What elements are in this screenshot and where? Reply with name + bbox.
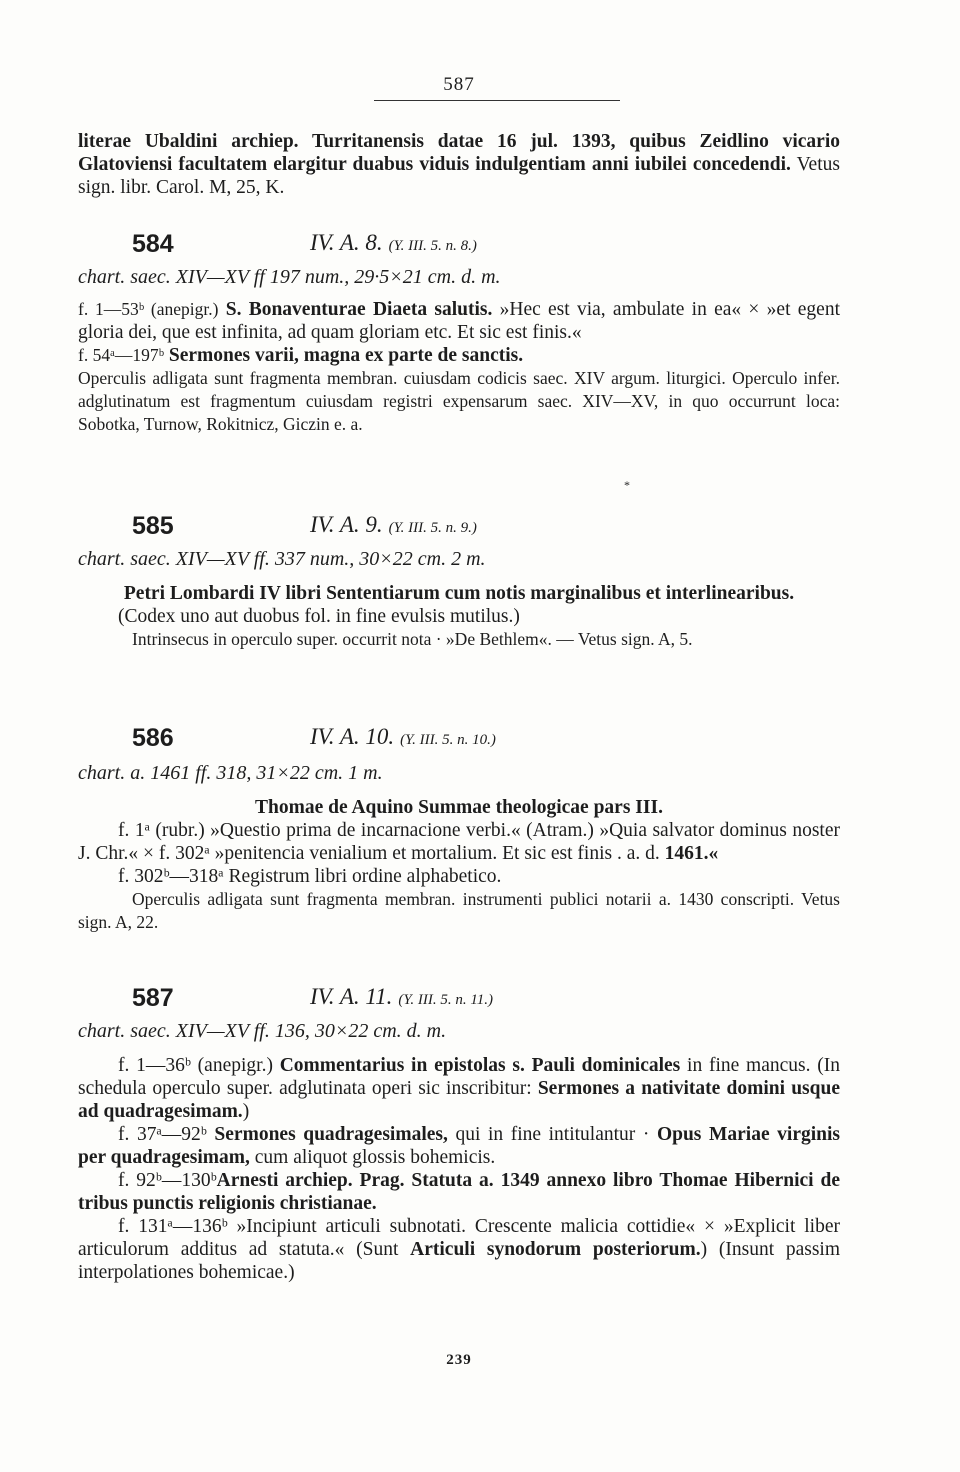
entry-586-item-1: f. 1ᵃ (rubr.) »Questio prima de incarnacione verbi.« (Atram.) »Quia salvator dominus noster J. Chr.« × f. 302ᵃ »penitencia venialium et mortalium. Et sic est finis . a. d. 1461.« xyxy=(78,820,840,864)
entry-585-title: Petri Lombardi IV libri Sententiarum cum notis marginalibus et interlinearibus. xyxy=(123,583,795,604)
entry-584-note: Operculis adligata sunt fragmenta membran. cuiusdam codicis saec. XIV argum. liturgici. Operculo infer. adglutinatum est fragmentum cuiusdam registri expensarum saec. XIV—XV, in quo occurrunt loca: Sobotka, Turnow, Rokitnicz, Giczin e. a. xyxy=(78,368,840,434)
entry-signature: IV. A. 10. (Y. III. 5. n. 10.) xyxy=(310,724,496,749)
entry-number: 585 xyxy=(132,512,174,540)
entry-586-item-2: f. 302ᵇ—318ᵃ Registrum libri ordine alphabetico. xyxy=(118,866,502,887)
entry-signature: IV. A. 9. (Y. III. 5. n. 9.) xyxy=(310,512,477,537)
entry-584-body xyxy=(78,298,840,436)
entry-585-description: chart. saec. XIV—XV ff. 337 num., 30×22 cm. 2 m. xyxy=(78,548,486,570)
entry-alt-signature: (Y. III. 5. n. 9.) xyxy=(388,520,477,536)
entry-587-body xyxy=(78,1054,840,1284)
entry-585-note: Intrinsecus in operculo super. occurrit nota · »De Bethlem«. — Vetus sign. A, 5. xyxy=(132,629,693,649)
intro-text: literae Ubaldini archiep. Turritanensis datae 16 jul. 1393, quibus Zeidlino vicario Glatoviensi facultatem elargitur duabus viduis indulgentiam anni iubilei concedendi. xyxy=(78,131,840,175)
page-footer-folio: 239 xyxy=(446,1352,472,1368)
entry-587-item-1: f. 1—36ᵇ (anepigr.) Commentarius in epistolas s. Pauli dominicales in fine mancus. (In schedula operculo super. adglutinata operi sic inscribitur: Sermones a nativitate domini usque ad quadragesimam.) xyxy=(78,1055,841,1122)
entry-586-body xyxy=(78,796,840,934)
entry-alt-signature: (Y. III. 5. n. 11.) xyxy=(398,992,493,1008)
entry-number: 584 xyxy=(132,230,174,258)
entry-586-heading xyxy=(78,724,840,756)
entry-585-body xyxy=(78,582,840,651)
entry-586-note: Operculis adligata sunt fragmenta membran. instrumenti publici notarii a. 1430 conscripti. Vetus sign. A, 22. xyxy=(78,889,840,932)
entry-587-heading xyxy=(78,984,840,1016)
header-rule xyxy=(374,100,620,101)
entry-587-item-3: f. 92ᵇ—130ᵇArnesti archiep. Prag. Statuta a. 1349 annexo libro Thomae Hibernici de tribus punctis religionis christianae. xyxy=(78,1170,840,1214)
entry-584-heading xyxy=(78,230,840,262)
entry-586-description: chart. a. 1461 ff. 318, 31×22 cm. 1 m. xyxy=(78,762,383,784)
entry-584-item-2: f. 54ᵃ—197ᵇ Sermones varii, magna ex parte de sanctis. xyxy=(78,345,524,366)
entry-number: 587 xyxy=(132,984,174,1012)
entry-584-item-1: f. 1—53ᵇ (anepigr.) S. Bonaventurae Diaeta salutis. »Hec est via, ambulate in ea« × »et egent gloria dei, que est infinita, ad quam gloriam etc. Et sic est finis.« xyxy=(78,299,840,343)
entry-number: 586 xyxy=(132,724,174,752)
intro-paragraph xyxy=(78,130,840,199)
entry-587-item-4: f. 131ᵃ—136ᵇ »Incipiunt articuli subnotati. Crescente malicia cottidie« × »Explicit liber articulorum additus ad statuta.« (Sunt Articuli synodorum posteriorum.) (Insunt passim interpolationes bohemicae.) xyxy=(78,1216,841,1283)
entry-585-remark: (Codex uno aut duobus fol. in fine evulsis mutilus.) xyxy=(118,606,520,627)
entry-alt-signature: (Y. III. 5. n. 10.) xyxy=(400,732,496,748)
entry-584-description: chart. saec. XIV—XV ff 197 num., 29·5×21 cm. d. m. xyxy=(78,266,501,288)
entry-alt-signature: (Y. III. 5. n. 8.) xyxy=(388,238,477,254)
asterisk-mark: * xyxy=(624,478,630,492)
intro-tail: Vetus sign. libr. Carol. M, 25, K. xyxy=(78,154,840,198)
entry-signature: IV. A. 8. (Y. III. 5. n. 8.) xyxy=(310,230,477,255)
page-number-header: 587 xyxy=(443,74,475,95)
entry-585-heading xyxy=(78,512,840,544)
entry-586-title: Thomae de Aquino Summae theologicae pars III. xyxy=(255,797,663,818)
entry-signature: IV. A. 11. (Y. III. 5. n. 11.) xyxy=(310,984,493,1009)
entry-587-description: chart. saec. XIV—XV ff. 136, 30×22 cm. d. m. xyxy=(78,1020,447,1042)
entry-587-item-2: f. 37ᵃ—92ᵇ Sermones quadragesimales, qui in fine intitulantur · Opus Mariae virginis per quadragesimam, cum aliquot glossis bohemicis. xyxy=(78,1124,841,1168)
